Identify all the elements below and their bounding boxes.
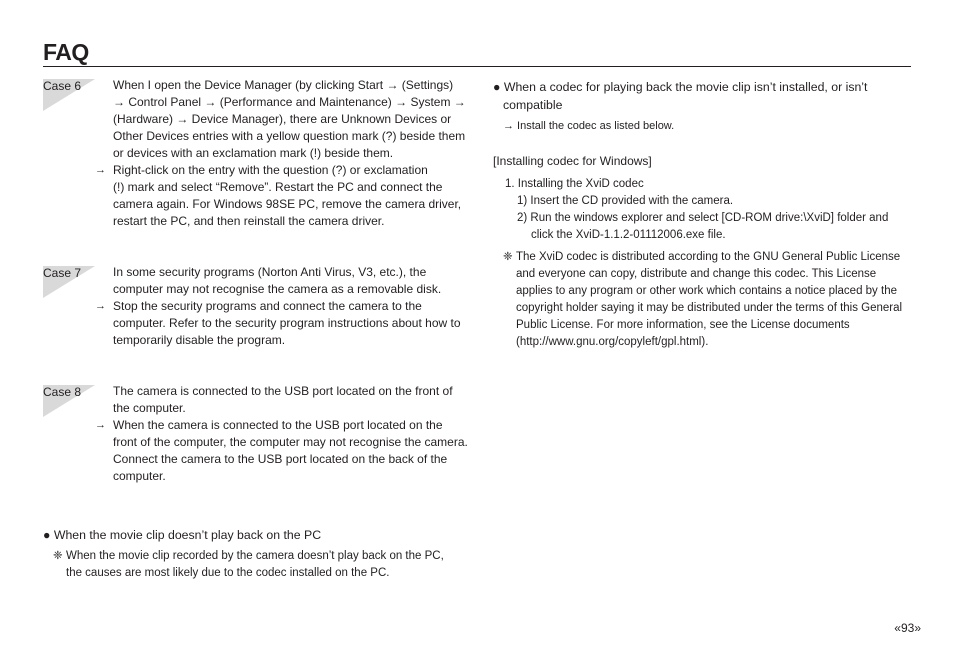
case-6-problem: [113, 77, 466, 162]
case-6-tab: [43, 79, 95, 111]
header-divider: [43, 66, 911, 67]
text-line: computer. Refer to the security program instructions about how to: [113, 316, 461, 330]
case-7-solution: [113, 298, 461, 349]
list-item: click the XviD-1.1.2-01112006.exe file.: [531, 229, 726, 241]
case-7-tab: [43, 266, 95, 298]
case-8-problem: [113, 383, 453, 417]
case-label: Case 8: [43, 385, 82, 399]
codec-steps: [517, 193, 888, 244]
text-line: In some security programs (Norton Anti Virus, V3, etc.), the: [113, 265, 427, 279]
text-line: When the movie clip recorded by the camera doesn’t play back on the PC,: [66, 550, 444, 562]
text-line: computer may not recognise the camera as a removable disk.: [113, 282, 442, 296]
text-line: front of the computer, the computer may not recognise the camera.: [113, 435, 468, 449]
text-line: (Hardware) → Device Manager), there are Unknown Devices or: [113, 112, 452, 126]
text-line: When the camera is connected to the USB port located on the: [113, 418, 443, 432]
codec-subheading: [Installing codec for Windows]: [493, 154, 652, 168]
step-title: 1. Installing the XviD codec: [505, 178, 644, 190]
text-line: compatible: [503, 98, 563, 112]
movie-heading: ● When the movie clip doesn’t play back on the PC: [43, 528, 322, 542]
text-line: temporarily disable the program.: [113, 333, 286, 347]
case-label: Case 7: [43, 266, 82, 280]
text-line: Other Devices entries with a yellow question mark (?) beside them: [113, 129, 466, 143]
text-line: (http://www.gnu.org/copyleft/gpl.html).: [516, 336, 709, 348]
text-line: The XviD codec is distributed according to the GNU General Public License: [516, 251, 901, 263]
list-item: 2) Run the windows explorer and select [CD-ROM drive:\XviD] folder and: [517, 212, 889, 224]
case-label: Case 6: [43, 79, 82, 93]
case-8-solution: [113, 417, 468, 485]
text-line: When I open the Device Manager (by clicking Start → (Settings): [113, 78, 454, 92]
codec-heading: [493, 78, 867, 114]
text-line: the computer.: [113, 401, 186, 415]
note-icon: ❈: [503, 251, 513, 263]
text-line: or devices with an exclamation mark (!) beside them.: [113, 146, 394, 160]
text-line: Right-click on the entry with the question (?) or exclamation: [113, 163, 428, 177]
list-item: 1) Insert the CD provided with the camera.: [517, 195, 734, 207]
movie-note: [66, 548, 444, 582]
license-note: [516, 249, 902, 351]
case-7-problem: [113, 264, 441, 298]
arrow-icon: →: [95, 300, 106, 312]
case-6-solution: [113, 162, 461, 230]
text-line: → Control Panel → (Performance and Maintenance) → System →: [113, 95, 466, 109]
note-icon: ❈: [53, 550, 63, 562]
arrow-icon: →: [95, 164, 106, 176]
text-line: Public License. For more information, see the License documents: [516, 319, 850, 331]
text-line: the causes are most likely due to the codec installed on the PC.: [66, 567, 390, 579]
text-line: (!) mark and select “Remove”. Restart the PC and connect the: [113, 180, 443, 194]
page-number: «93»: [894, 621, 921, 635]
text-line: Connect the camera to the USB port located on the back of the: [113, 452, 448, 466]
page-title: FAQ: [43, 39, 89, 65]
text-line: The camera is connected to the USB port located on the front of: [113, 384, 453, 398]
text-line: restart the PC, and then reinstall the camera driver.: [113, 214, 385, 228]
text-line: copyright holder saying it may be distributed under the terms of this General: [516, 302, 903, 314]
text-line: ● When a codec for playing back the movie clip isn’t installed, or isn’t: [493, 80, 868, 94]
text-line: Stop the security programs and connect the camera to the: [113, 299, 422, 313]
text-line: camera again. For Windows 98SE PC, remove the camera driver,: [113, 197, 462, 211]
install-note: → Install the codec as listed below.: [503, 120, 675, 132]
text-line: computer.: [113, 469, 166, 483]
text-line: and everyone can copy, distribute and change this codec. This License: [516, 268, 877, 280]
text-line: applies to any program or other work which contains a notice placed by the: [516, 285, 897, 297]
case-8-tab: [43, 385, 95, 417]
arrow-icon: →: [95, 419, 106, 431]
